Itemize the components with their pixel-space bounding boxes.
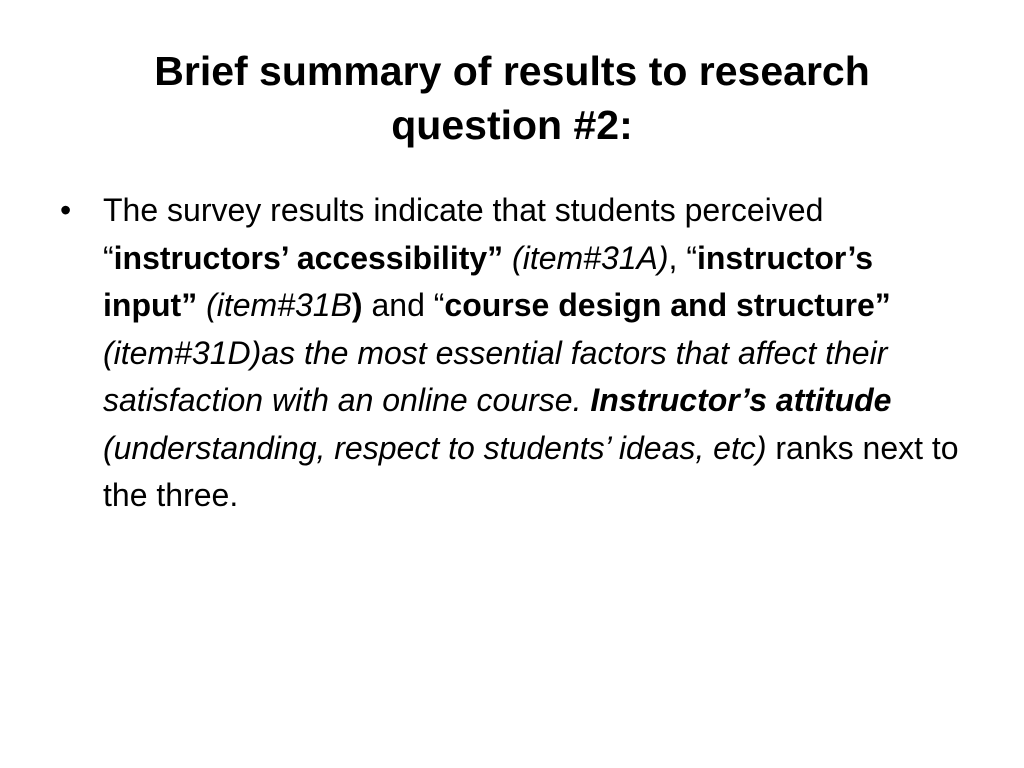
item-reference: (item#31A) — [512, 239, 669, 276]
text-run — [197, 287, 206, 323]
item-reference: (item#31B — [206, 287, 352, 323]
italic-statement: (understanding, respect to students’ ideas, etc) — [103, 429, 767, 466]
text-run — [503, 240, 512, 276]
bullet-item — [60, 187, 972, 520]
text-run: ) — [351, 287, 363, 323]
title-line-1: Brief summary of results to research — [154, 48, 870, 94]
title-line-2: question #2: — [391, 102, 633, 148]
emphasis-term: course design and structure” — [444, 287, 891, 323]
emphasis-term: Instructor’s attitude — [590, 382, 892, 418]
slide-body — [60, 187, 972, 520]
text-run: , “ — [668, 239, 697, 276]
emphasis-term: instructor’s input” — [103, 239, 874, 323]
text-run: and “ — [362, 287, 445, 323]
bullet-dot-icon: • — [60, 192, 72, 228]
text-run: The survey results indicate that students perceived “ — [103, 192, 824, 276]
slide-title — [40, 44, 984, 152]
italic-statement: (item#31D)as the most essential factors that affect their satisfaction with an online course. — [103, 334, 888, 418]
emphasis-term: instructors’ accessibility” — [113, 239, 504, 276]
text-run: ranks next to the three. — [103, 429, 959, 513]
